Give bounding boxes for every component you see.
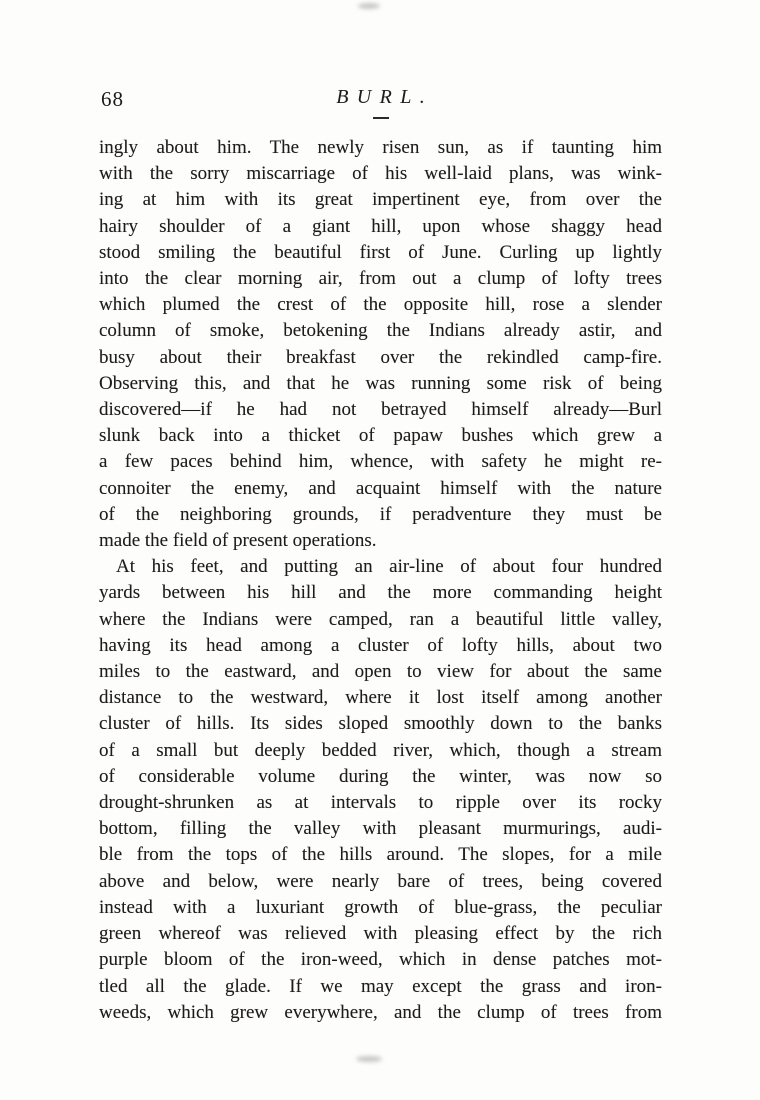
text-line: with the sorry miscarriage of his well-laid plans, was wink- [99, 163, 662, 185]
paragraph [99, 135, 662, 554]
text-line: green whereof was relieved with pleasing effect by the rich [99, 923, 662, 945]
text-line: of a small but deeply bedded river, which, though a stream [99, 739, 662, 761]
text-line: made the field of present operations. [99, 530, 377, 552]
text-line: instead with a luxuriant growth of blue-grass, the peculiar [99, 896, 662, 918]
page-number: 68 [101, 87, 124, 111]
text-line: tled all the glade. If we may except the grass and iron- [99, 975, 662, 997]
paragraph [99, 554, 662, 1026]
text-line: connoiter the enemy, and acquaint himself with the nature [99, 477, 662, 499]
scan-artifact-bottom [356, 1056, 382, 1062]
text-block [99, 86, 662, 1026]
text-line: stood smiling the beautiful first of June. Curling up lightly [99, 241, 662, 263]
text-line: busy about their breakfast over the rekindled camp-fire. [99, 346, 662, 368]
text-line: purple bloom of the iron-weed, which in dense patches mot- [99, 949, 662, 971]
page-body [99, 135, 662, 1026]
text-line: cluster of hills. Its sides sloped smoothly down to the banks [99, 713, 662, 735]
text-line: which plumed the crest of the opposite hill, rose a slender [99, 294, 662, 316]
text-line: miles to the eastward, and open to view for about the same [99, 661, 662, 683]
text-line: discovered—if he had not betrayed himself already—Burl [99, 399, 662, 421]
text-line: At his feet, and putting an air-line of about four hundred [116, 556, 662, 578]
title-rule [373, 117, 389, 119]
text-line: of considerable volume during the winter, was now so [99, 765, 662, 787]
scan-artifact-top [358, 3, 380, 9]
text-line: where the Indians were camped, ran a beautiful little valley, [99, 608, 662, 630]
text-line: distance to the westward, where it lost itself among another [99, 687, 662, 709]
page-title: BURL. [336, 86, 434, 108]
text-line: hairy shoulder of a giant hill, upon whose shaggy head [99, 215, 662, 237]
text-line: a few paces behind him, whence, with safety he might re- [99, 451, 662, 473]
text-line: of the neighboring grounds, if peradventure they must be [99, 503, 662, 525]
text-line: slunk back into a thicket of papaw bushes which grew a [99, 425, 662, 447]
text-line: ble from the tops of the hills around. The slopes, for a mile [99, 844, 662, 866]
text-line: Observing this, and that he was running some risk of being [99, 372, 662, 394]
text-line: bottom, filling the valley with pleasant murmurings, audi- [99, 818, 662, 840]
text-line: into the clear morning air, from out a clump of lofty trees [99, 268, 662, 290]
text-line: above and below, were nearly bare of trees, being covered [99, 870, 662, 892]
text-line: ingly about him. The newly risen sun, as if taunting him [99, 137, 662, 158]
text-line: weeds, which grew everywhere, and the clump of trees from [99, 1001, 662, 1023]
text-line: yards between his hill and the more commanding height [99, 582, 662, 604]
running-head [99, 86, 662, 112]
text-line: having its head among a cluster of lofty hills, about two [99, 634, 662, 656]
text-line: ing at him with its great impertinent eye, from over the [99, 189, 662, 211]
text-line: drought-shrunken as at intervals to ripple over its rocky [99, 792, 662, 814]
text-line: column of smoke, betokening the Indians already astir, and [99, 320, 662, 342]
